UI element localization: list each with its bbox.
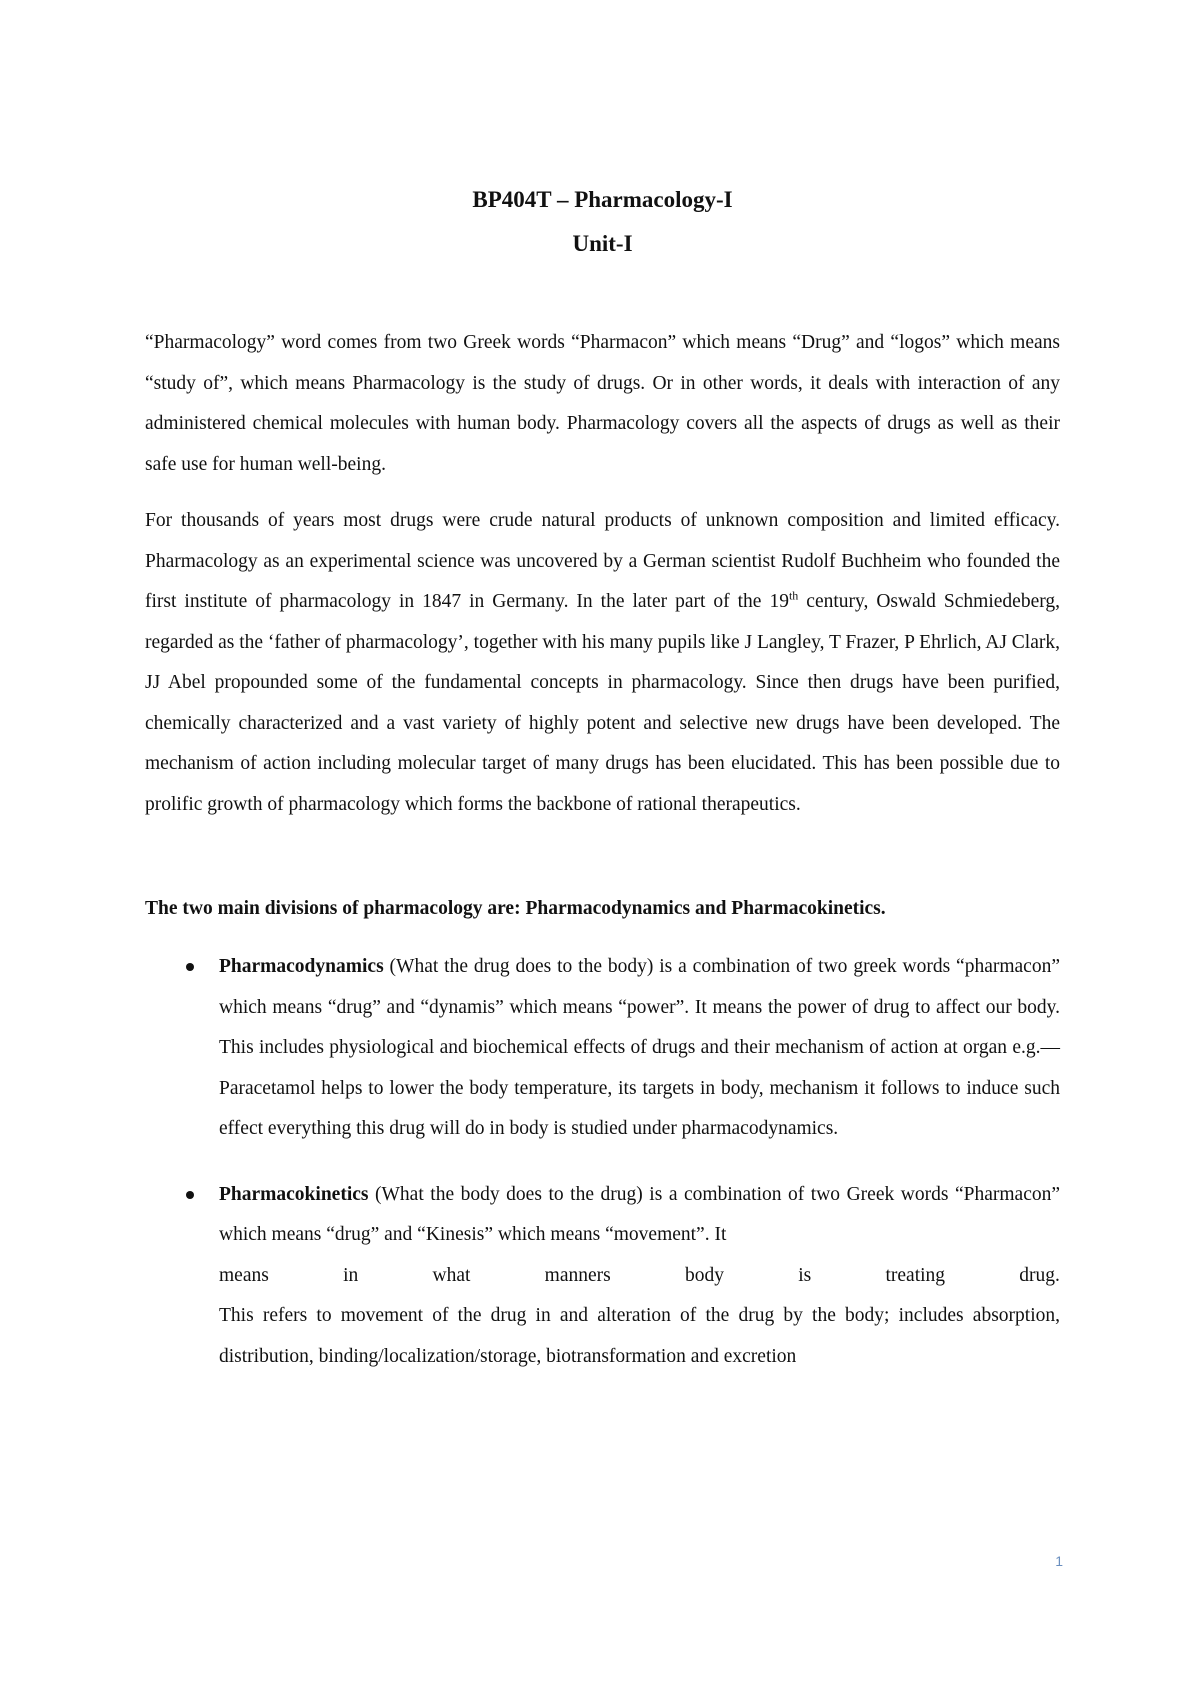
list-item-pharmacodynamics	[145, 947, 1060, 1150]
divisions-list	[145, 947, 1060, 1377]
spread-word: means	[219, 1264, 269, 1286]
pharmacokinetics-continuation: This refers to movement of the drug in and alteration of the drug by the body; includes absorption, distribution, binding/localization/storage, biotransformation and excretion	[219, 1305, 1060, 1367]
bullet-icon	[186, 1191, 194, 1199]
page-number: 1	[1055, 1553, 1063, 1569]
bullet-icon	[186, 963, 194, 971]
spread-word: drug.	[1019, 1264, 1060, 1286]
document-title: BP404T – Pharmacology-I	[472, 187, 733, 212]
history-paragraph	[145, 501, 1060, 825]
history-text-part-1: For thousands of years most drugs were crude natural products of unknown composition and limited efficacy. Pharmacology as an experimental science was uncovered by a German scientist Rudolf Buchheim who founded the first institute of pharmacology in 1847 in Germany. In the later part of the 19	[145, 510, 1060, 612]
history-text-part-2: century, Oswald Schmiedeberg, regarded as the ‘father of pharmacology’, together with his many pupils like J Langley, T Frazer, P Ehrlich, AJ Clark, JJ Abel propounded some of the fundamental concepts in pharmacology. Since then drugs have been purified, chemically characterized and a vast variety of highly potent and selective new drugs have been developed. The mechanism of action including molecular target of many drugs has been elucidated. This has been possible due to prolific growth of pharmacology which forms the backbone of rational therapeutics.	[145, 591, 1060, 815]
list-item-pharmacokinetics	[145, 1175, 1060, 1378]
intro-paragraph: “Pharmacology” word comes from two Greek words “Pharmacon” which means “Drug” and “logos” which means “study of”, which means Pharmacology is the study of drugs. Or in other words, it deals with interaction of any administered chemical molecules with human body. Pharmacology covers all the aspects of drugs as well as their safe use for human well-being.	[145, 332, 1060, 475]
spread-word: is	[798, 1264, 812, 1286]
unit-subtitle: Unit-I	[572, 231, 633, 256]
superscript-th: th	[788, 588, 799, 603]
spread-word: in	[343, 1264, 359, 1286]
spread-word: body	[684, 1264, 724, 1286]
spread-word: manners	[544, 1264, 611, 1286]
pharmacodynamics-description: (What the drug does to the body) is a combination of two greek words “pharmacon” which means “drug” and “dynamis” which means “power”. It means the power of drug to affect our body. This includes physiological and biochemical effects of drugs and their mechanism of action at organ e.g.— Paracetamol helps to lower the body temperature, its targets in body, mechanism it follows to induce such effect everything this drug will do in body is studied under pharmacodynamics.	[219, 956, 1060, 1139]
term-pharmacodynamics: Pharmacodynamics	[219, 956, 384, 977]
pharmacokinetics-description: (What the body does to the drug) is a combination of two Greek words “Pharmacon” which means “drug” and “Kinesis” which means “movement”. It	[219, 1183, 1060, 1245]
justified-spread-line	[219, 1256, 1060, 1297]
page-content	[145, 178, 1060, 1402]
pharmacokinetics-first-lines	[219, 1175, 1060, 1256]
term-pharmacokinetics: Pharmacokinetics	[219, 1183, 369, 1205]
spread-word: treating	[885, 1264, 946, 1286]
spread-word: what	[432, 1264, 471, 1286]
divisions-heading: The two main divisions of pharmacology are: Pharmacodynamics and Pharmacokinetics.	[145, 898, 886, 919]
